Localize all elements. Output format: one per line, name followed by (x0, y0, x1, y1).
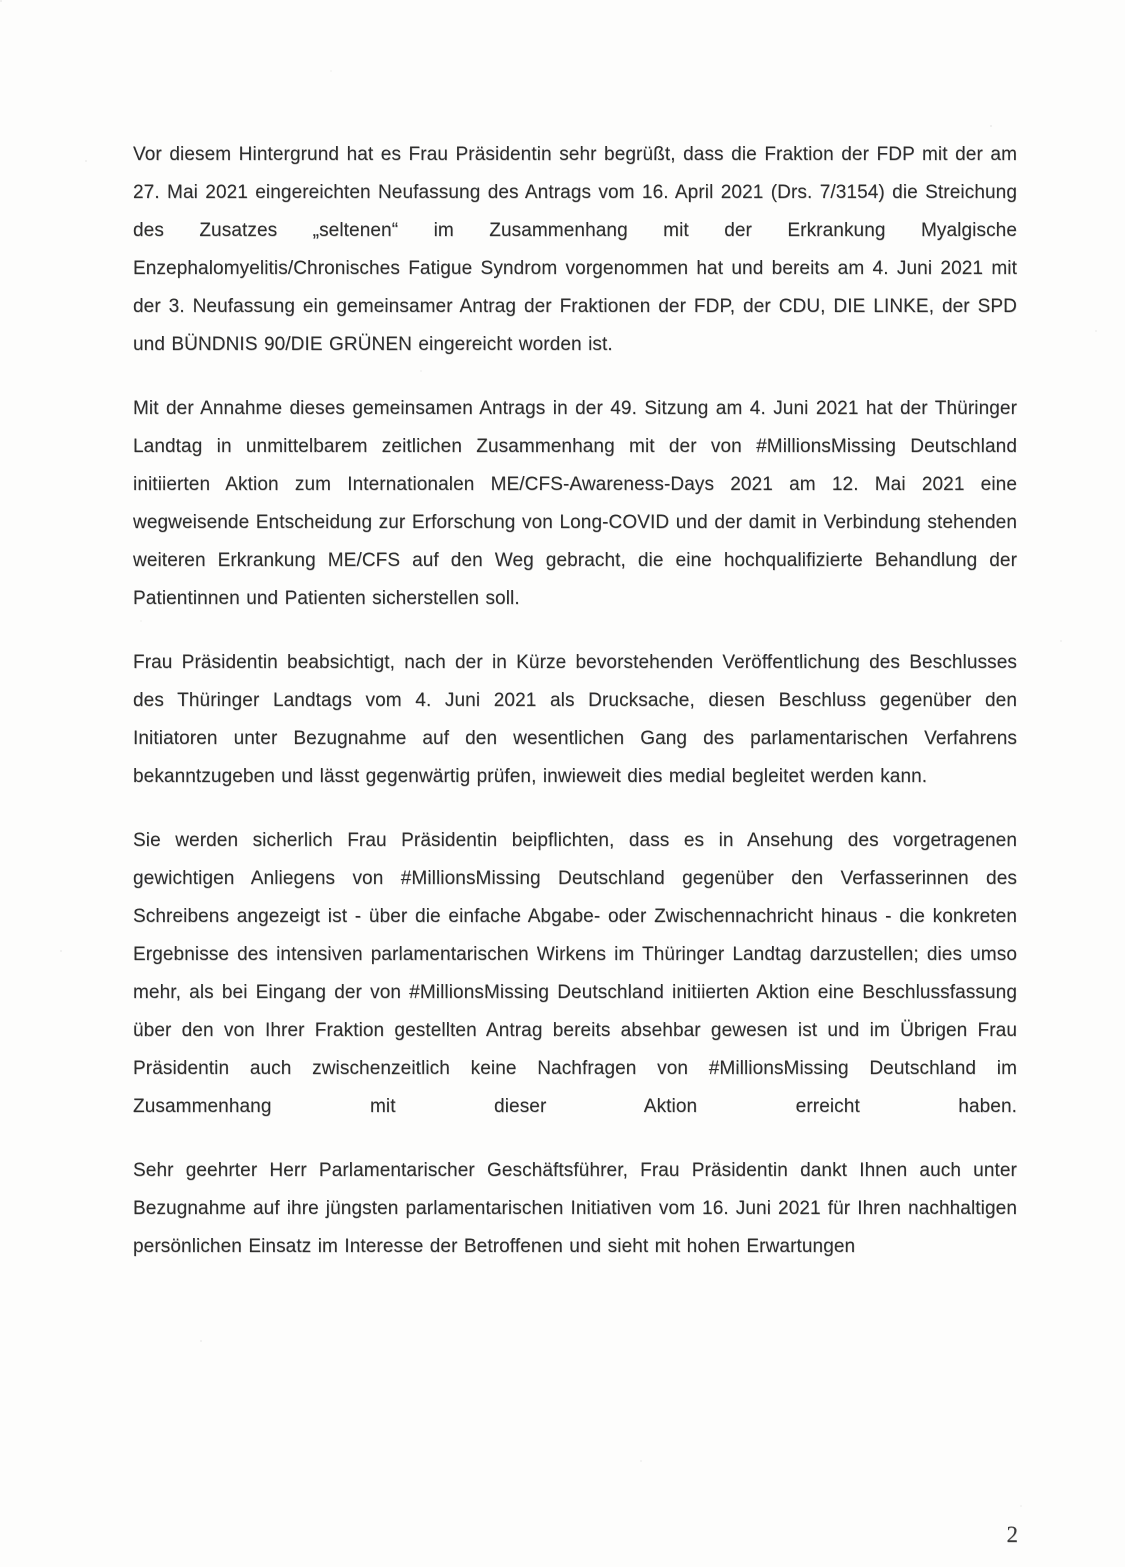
paragraph-millionsmissing-ergebnisse: Sie werden sicherlich Frau Präsidentin beipflichten, dass es in Ansehung des vorgetragenen gewichtigen Anliegens von #MillionsMissing Deutschland gegenüber den Verfasserinnen des Schreibens angezeigt ist - über die einfache Abgabe- oder Zwischennachricht hinaus - die konkreten Ergebnisse des intensiven parlamentarischen Wirkens im Thüringer Landtag darzustellen; dies umso mehr, als bei Eingang der von #MillionsMissing Deutschland initiierten Aktion eine Beschlussfassung über den von Ihrer Fraktion gestellten Antrag bereits absehbar gewesen ist und im Übrigen Frau Präsidentin auch zwischenzeitlich keine Nachfragen von #MillionsMissing Deutschland im Zusammenhang mit dieser Aktion erreicht haben. (133, 830, 1017, 1117)
page-number: 2 (1006, 1522, 1018, 1547)
paragraph-fdp-neufassung: Vor diesem Hintergrund hat es Frau Präsidentin sehr begrüßt, dass die Fraktion der FDP mit der am 27. Mai 2021 eingereichten Neufassung des Antrags vom 16. April 2021 (Drs. 7/3154) die Streichung des Zusatzes „seltenen“ im Zusammenhang mit der Erkrankung Myalgische Enzephalomyelitis/Chronisches Fatigue Syndrom vorgenommen hat und bereits am 4. Juni 2021 mit der 3. Neufassung ein gemeinsamer Antrag der Fraktionen der FDP, der CDU, DIE LINKE, der SPD und BÜNDNIS 90/DIE GRÜNEN eingereicht worden ist. (133, 144, 1017, 355)
paragraph-veroeffentlichung-beschluss: Frau Präsidentin beabsichtigt, nach der in Kürze bevorstehenden Veröffentlichung des Beschlusses des Thüringer Landtags vom 4. Juni 2021 als Drucksache, diesen Beschluss gegenüber den Initiatoren unter Bezugnahme auf den wesentlichen Gang des parlamentarischen Verfahrens bekanntzugeben und lässt gegenwärtig prüfen, inwieweit dies medial begleitet werden kann. (133, 652, 1017, 787)
letter-body (133, 136, 1017, 1292)
paragraph-dank-geschaeftsfuehrer: Sehr geehrter Herr Parlamentarischer Geschäftsführer, Frau Präsidentin dankt Ihnen auch unter Bezugnahme auf ihre jüngsten parlamentarischen Initiativen vom 16. Juni 2021 für Ihren nachhaltigen persönlichen Einsatz im Interesse der Betroffenen und sieht mit hohen Erwartungen (133, 1160, 1017, 1257)
paragraph-annahme-antrag: Mit der Annahme dieses gemeinsamen Antrags in der 49. Sitzung am 4. Juni 2021 hat der Thüringer Landtag in unmittelbarem zeitlichen Zusammenhang mit der von #MillionsMissing Deutschland initiierten Aktion zum Internationalen ME/CFS-Awareness-Days 2021 am 12. Mai 2021 eine wegweisende Entscheidung zur Erforschung von Long-COVID und der damit in Verbindung stehenden weiteren Erkrankung ME/CFS auf den Weg gebracht, die eine hochqualifizierte Behandlung der Patientinnen und Patienten sicherstellen soll. (133, 398, 1017, 609)
